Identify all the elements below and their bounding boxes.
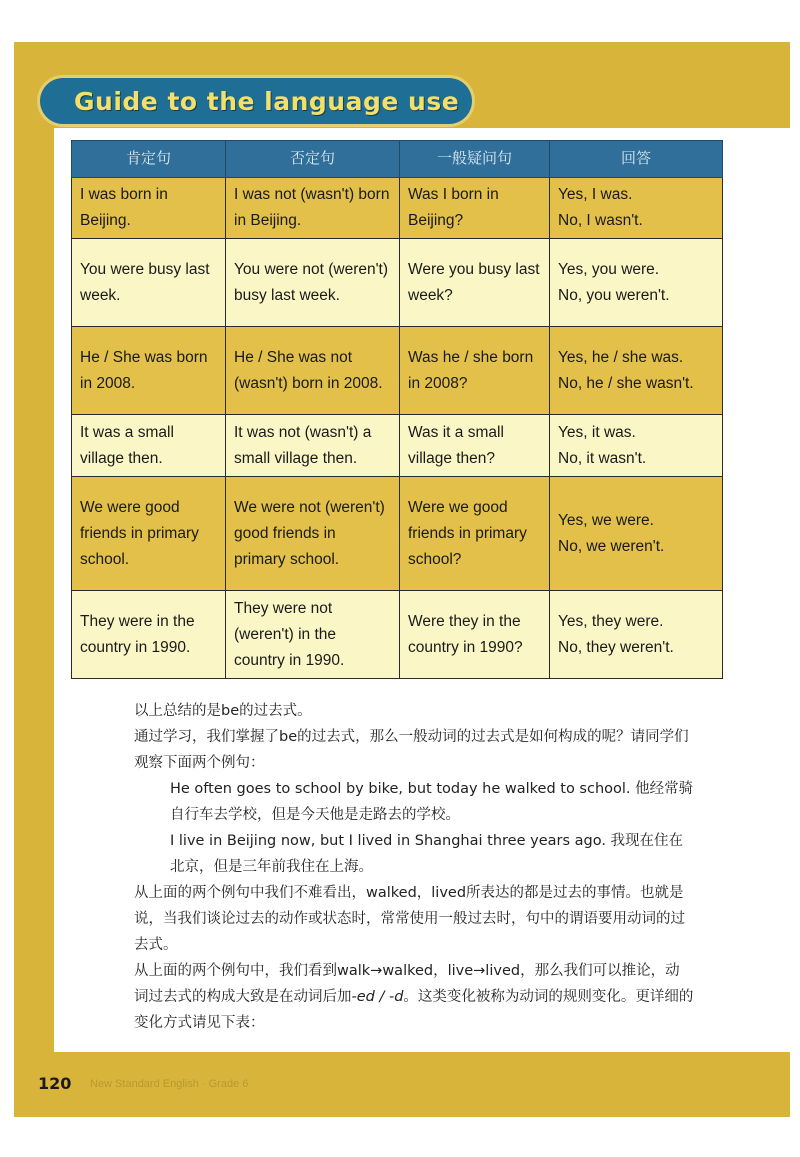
table-row — [72, 178, 723, 239]
table-cell: They were not (weren't) in the country in 1990. — [226, 591, 400, 679]
table-cell: Was he / she born in 2008? — [400, 327, 550, 415]
table-cell: Were we good friends in primary school? — [400, 477, 550, 591]
paragraph-part: 。这类变化被称为动词的规则变化。更详细的变化方式请见下表： — [134, 989, 694, 1031]
header-question: 一般疑问句 — [400, 141, 550, 178]
table-row — [72, 415, 723, 477]
header-negative: 否定句 — [226, 141, 400, 178]
table-cell: He / She was not (wasn't) born in 2008. — [226, 327, 400, 415]
footer-note: New Standard English · Grade 6 — [90, 1078, 249, 1090]
paragraph: 从上面的两个例句中我们不难看出，walked，lived所表达的都是过去的事情。也就是说，当我们谈论过去的动作或状态时，常常使用一般过去时，句中的谓语要用动词的过去式。 — [134, 885, 685, 953]
table-cell: Was I born in Beijing? — [400, 178, 550, 239]
table-cell: They were in the country in 1990. — [72, 591, 226, 679]
example-sentence — [134, 776, 694, 828]
table-cell: It was not (wasn't) a small village then. — [226, 415, 400, 477]
table-row — [72, 591, 723, 679]
table-cell: Yes, he / she was. No, he / she wasn't. — [550, 327, 723, 415]
paragraph-part: 从上面的两个例句中，我们看到walk→walked，live→lived，那么我们可以推论，动词过去式的构成大致是在动词后加 — [134, 963, 680, 1005]
table-cell: Were they in the country in 1990? — [400, 591, 550, 679]
table-cell: He / She was born in 2008. — [72, 327, 226, 415]
table-header-row — [72, 141, 723, 178]
table-cell: I was born in Beijing. — [72, 178, 226, 239]
table-cell: It was a small village then. — [72, 415, 226, 477]
suffix-term: -ed / -d — [351, 989, 404, 1005]
table-row — [72, 239, 723, 327]
table-cell: Yes, you were. No, you weren't. — [550, 239, 723, 327]
table-cell: We were good friends in primary school. — [72, 477, 226, 591]
example-sentence — [134, 828, 694, 880]
table-cell: Yes, we were. No, we weren't. — [550, 477, 723, 591]
table-row — [72, 477, 723, 591]
example-zh: 我现在住在北京，但是三年前我住在上海。 — [170, 833, 684, 875]
paragraph: 以上总结的是be的过去式。 — [134, 703, 312, 719]
example-zh: 他经常骑自行车去学校，但是今天他是走路去的学校。 — [170, 781, 694, 823]
section-title: Guide to the language use — [74, 87, 460, 116]
table-cell: You were busy last week. — [72, 239, 226, 327]
explanation-text — [134, 698, 694, 1036]
page-number: 120 — [38, 1074, 72, 1093]
example-en: He often goes to school by bike, but today he walked to school. — [170, 781, 631, 797]
table-cell: You were not (weren't) busy last week. — [226, 239, 400, 327]
table-row — [72, 327, 723, 415]
header-affirmative: 肯定句 — [72, 141, 226, 178]
table-cell: I was not (wasn't) born in Beijing. — [226, 178, 400, 239]
table-cell: Yes, they were. No, they weren't. — [550, 591, 723, 679]
table-cell: We were not (weren't) good friends in primary school. — [226, 477, 400, 591]
example-en: I live in Beijing now, but I lived in Shanghai three years ago. — [170, 833, 606, 849]
header-answer: 回答 — [550, 141, 723, 178]
grammar-table — [71, 140, 723, 679]
paragraph: 通过学习，我们掌握了be的过去式，那么一般动词的过去式是如何构成的呢？请同学们观察下面两个例句： — [134, 729, 689, 771]
table-cell: Yes, I was. No, I wasn't. — [550, 178, 723, 239]
table-cell: Were you busy last week? — [400, 239, 550, 327]
table-cell: Was it a small village then? — [400, 415, 550, 477]
paragraph — [134, 958, 694, 1036]
table-cell: Yes, it was. No, it wasn't. — [550, 415, 723, 477]
